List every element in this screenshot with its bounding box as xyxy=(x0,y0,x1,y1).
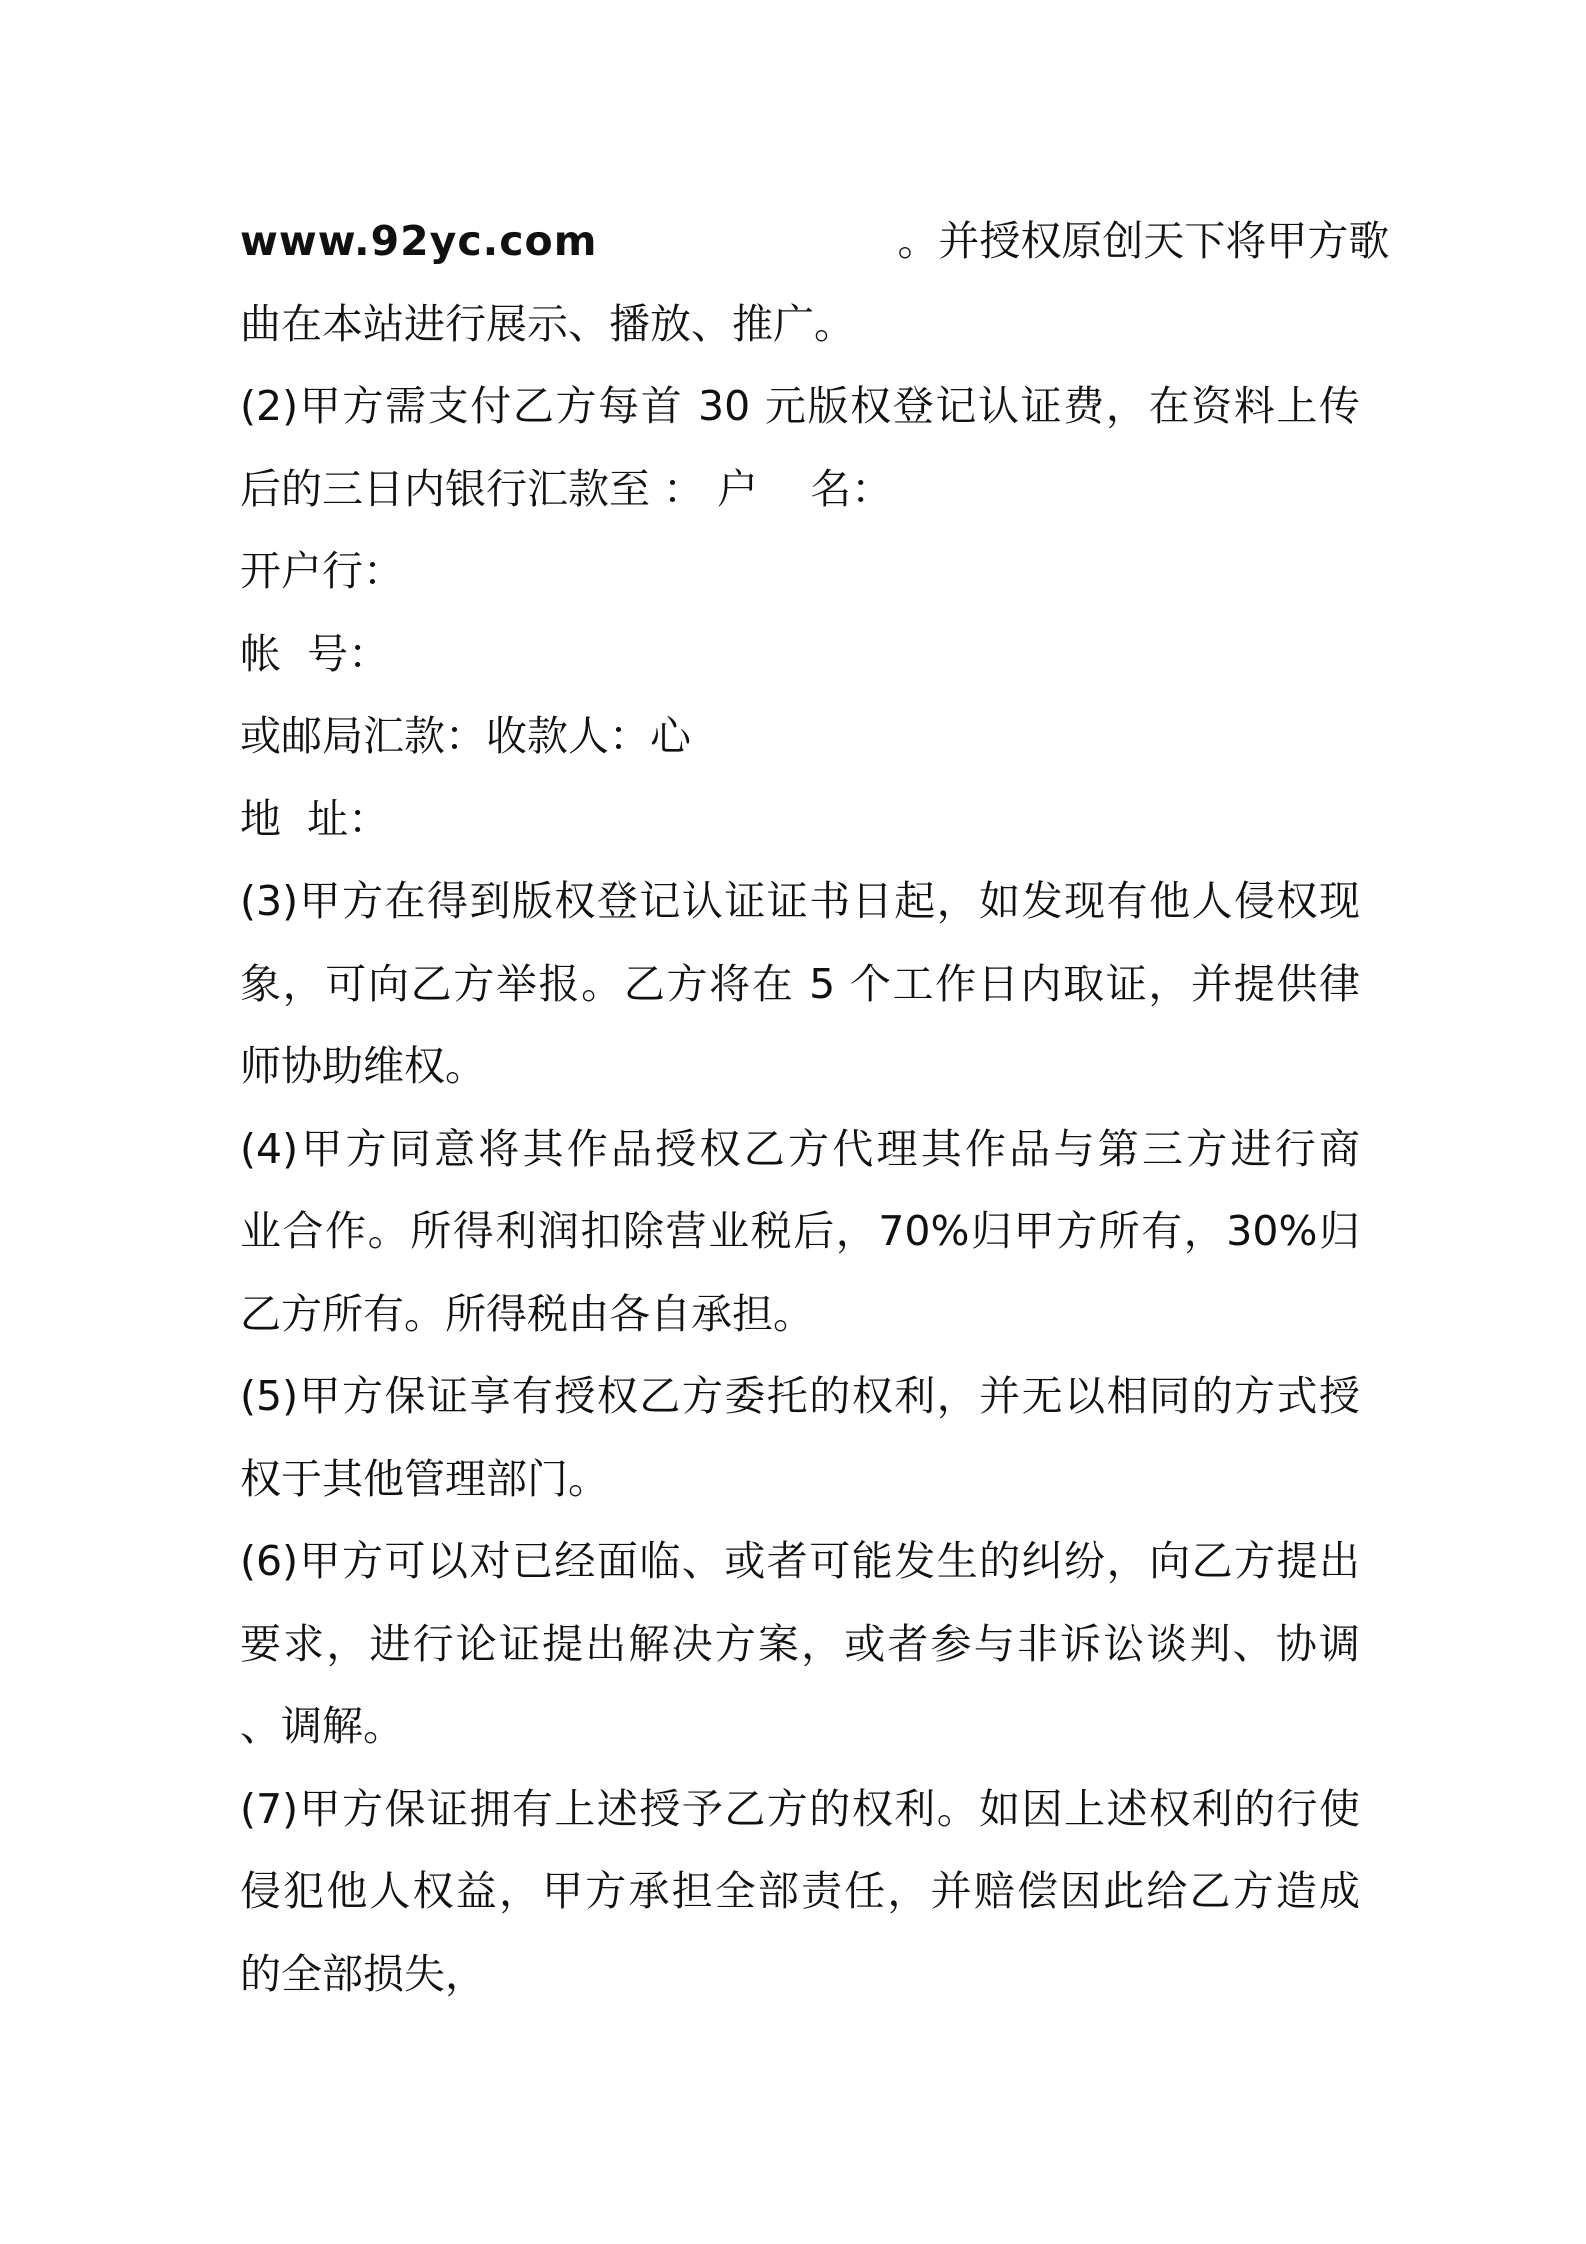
text-line: (6)甲方可以对已经面临、或者可能发生的纠纷，向乙方提出 xyxy=(240,1537,1360,1585)
website-url: www.92yc.com xyxy=(240,217,598,265)
text-line: (2)甲方需支付乙方每首 30 元版权登记认证费，在资料上传 xyxy=(240,382,1360,430)
text-line: (7)甲方保证拥有上述授予乙方的权利。如因上述权利的行使 xyxy=(240,1784,1360,1833)
text-line: 曲在本站进行展示、播放、推广。 xyxy=(240,299,855,348)
text-line: 要求，进行论证提出解决方案，或者参与非诉讼谈判、协调 xyxy=(240,1619,1360,1668)
text-line: 师协助维权。 xyxy=(240,1042,486,1090)
text-line: (3)甲方在得到版权登记认证证书日起，如发现有他人侵权现 xyxy=(240,877,1360,925)
text-line: 象，可向乙方举报。乙方将在 5 个工作日内取证，并提供律 xyxy=(240,959,1360,1008)
text-line: 乙方所有。所得税由各自承担。 xyxy=(240,1289,814,1338)
text-line-1-rest: 。并授权原创天下将甲方歌 xyxy=(897,217,1390,265)
text-line: 地 址： xyxy=(240,794,390,843)
text-line: 或邮局汇款：收款人：心 xyxy=(240,712,691,760)
text-line-1 xyxy=(240,200,1390,283)
text-line: 权于其他管理部门。 xyxy=(240,1454,609,1503)
text-line: 帐 号： xyxy=(240,629,390,678)
text-line: 的全部损失， xyxy=(240,1949,486,1998)
text-line: 业合作。所得利润扣除营业税后，70%归甲方所有，30%归 xyxy=(240,1207,1360,1255)
text-line: 后的三日内银行汇款至 ： 户 名： xyxy=(240,464,893,513)
text-line: (4)甲方同意将其作品授权乙方代理其作品与第三方进行商 xyxy=(240,1124,1360,1173)
text-line: 、调解。 xyxy=(240,1702,404,1750)
text-line: 侵犯他人权益，甲方承担全部责任，并赔偿因此给乙方造成 xyxy=(240,1867,1360,1915)
document-body xyxy=(240,200,1390,2015)
text-line: 开户行： xyxy=(240,547,404,595)
text-line: (5)甲方保证享有授权乙方委托的权利，并无以相同的方式授 xyxy=(240,1372,1360,1420)
